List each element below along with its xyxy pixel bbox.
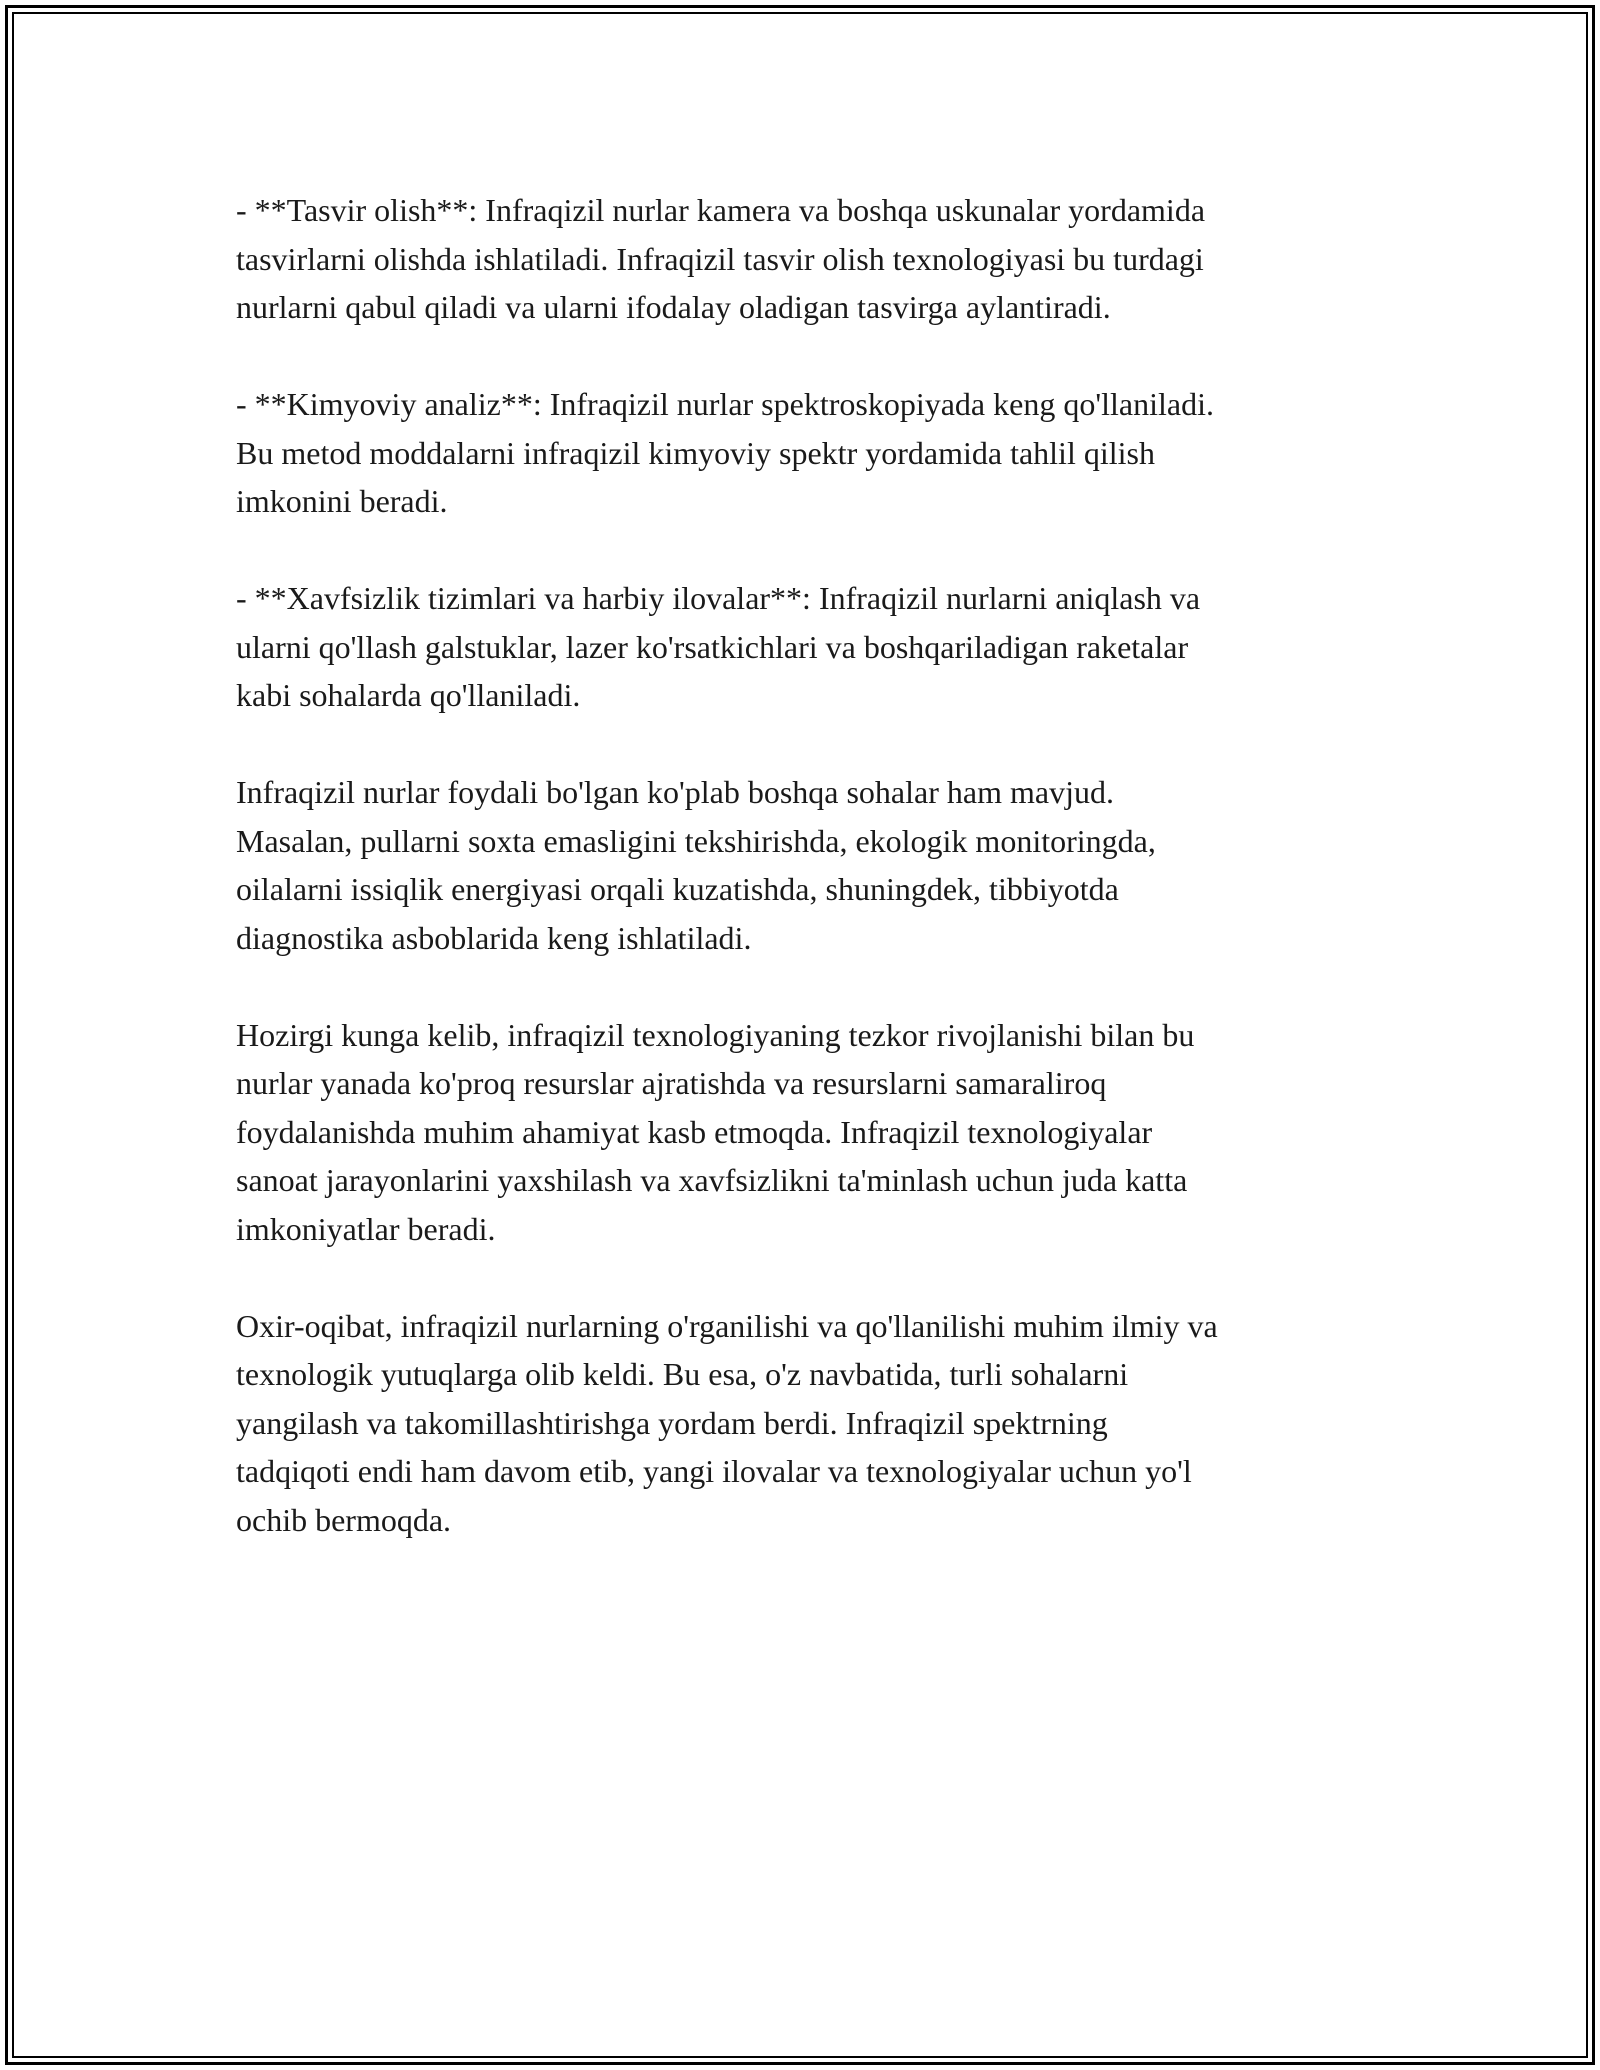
paragraph-kimyoviy-analiz: - **Kimyoviy analiz**: Infraqizil nurlar spektroskopiyada keng qo'llaniladi. Bu metod moddalarni infraqizil kimyoviy spektr yordamida tahlil qilish imkonini beradi. — [236, 386, 1214, 519]
document-body — [236, 186, 1386, 1593]
paragraph-tasvir-olish: - **Tasvir olish**: Infraqizil nurlar kamera va boshqa uskunalar yordamida tasvirlarni olishda ishlatiladi. Infraqizil tasvir olish texnologiyasi bu turdagi nurlarni qabul qiladi va ularni ifodalay oladigan tasvirga aylantiradi. — [236, 192, 1206, 325]
paragraph-oxir-oqibat: Oxir-oqibat, infraqizil nurlarning o'rganilishi va qo'llanilishi muhim ilmiy va texnologik yutuqlarga olib keldi. Bu esa, o'z navbatida, turli sohalarni yangilash va takomillashtirishga yordam berdi. Infraqizil spektrning tadqiqoti endi ham davom etib, yangi ilovalar va texnologiyalar uchun yo'l ochib bermoqda. — [236, 1307, 1218, 1538]
paragraph-boshqa-sohalar: Infraqizil nurlar foydali bo'lgan ko'plab boshqa sohalar ham mavjud. Masalan, pullarni soxta emasligini tekshirishda, ekologik monitoringda, oilalarni issiqlik energiyasi orqali kuzatishda, shuningdek, tibbiyotda diagnostika asboblarida keng ishlatiladi. — [236, 774, 1156, 956]
paragraph-hozirgi-kunga: Hozirgi kunga kelib, infraqizil texnologiyaning tezkor rivojlanishi bilan bu nurlar yanada ko'proq resurslar ajratishda va resurslarni samaraliroq foydalanishda muhim ahamiyat kasb etmoqda. Infraqizil texnologiyalar sanoat jarayonlarini yaxshilash va xavfsizlikni ta'minlash uchun juda katta imkoniyatlar beradi. — [236, 1016, 1195, 1247]
paragraph-xavfsizlik-tizimlari: - **Xavfsizlik tizimlari va harbiy ilovalar**: Infraqizil nurlarni aniqlash va ularni qo'llash galstuklar, lazer ko'rsatkichlari va boshqariladigan raketalar kabi sohalarda qo'llaniladi. — [236, 580, 1201, 713]
